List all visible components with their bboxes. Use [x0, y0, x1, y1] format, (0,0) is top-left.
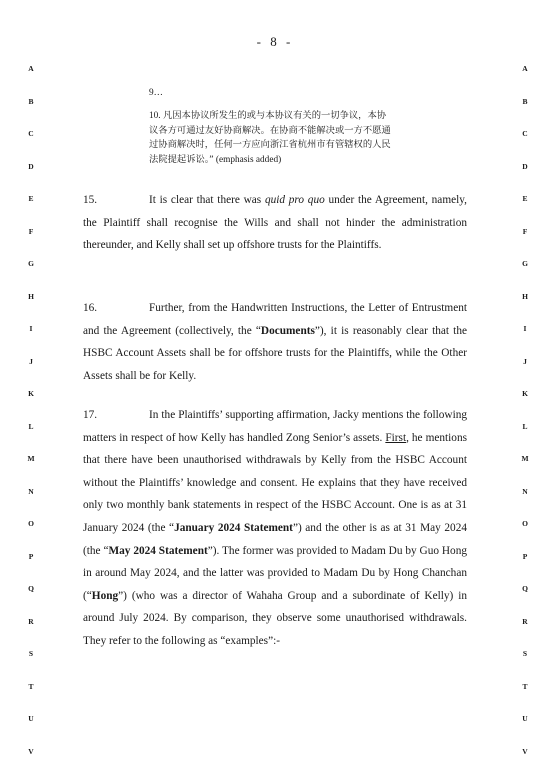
paragraph-text: It is clear that there was	[149, 194, 265, 206]
margin-letter: G	[522, 259, 528, 268]
margin-letter: I	[29, 324, 33, 333]
right-margin-letters	[517, 0, 533, 777]
margin-letter: T	[28, 681, 34, 691]
quote-item-9: 9…	[149, 88, 163, 98]
paragraph-text: Further, from the Handwritten Instructions, the Letter of Entrustment and the Agreement (collectively, the “	[83, 302, 467, 337]
emphasis-text: quid pro quo	[264, 194, 325, 206]
margin-letter: J	[29, 356, 33, 366]
margin-letter: B	[522, 96, 528, 106]
margin-letter: L	[28, 421, 34, 431]
margin-letter: R	[522, 616, 528, 626]
margin-letter: C	[28, 129, 34, 138]
paragraph-number: 16.	[83, 302, 98, 314]
margin-letter: I	[523, 324, 527, 333]
margin-letter: Q	[28, 584, 34, 593]
paragraph-text: ”). The former was provided to Madam Du by Guo Hong in around May 2024, and the latter was provided to Madam Du by Hong Chanchan (“	[83, 544, 468, 602]
margin-letter: U	[522, 714, 528, 723]
paragraph-15	[83, 189, 467, 257]
margin-letter: P	[522, 551, 528, 561]
margin-letter: O	[28, 519, 34, 528]
margin-letter: D	[28, 161, 34, 171]
margin-letter: R	[28, 616, 34, 626]
quoted-clause	[149, 86, 469, 167]
margin-letter: Q	[522, 584, 528, 593]
margin-letter: B	[28, 96, 34, 106]
margin-letter: K	[522, 389, 528, 398]
paragraph-number: 17.	[83, 409, 98, 421]
margin-letter: G	[28, 259, 34, 268]
margin-letter: T	[522, 681, 528, 691]
defined-term: May 2024 Statement	[108, 544, 208, 557]
margin-letter: N	[28, 486, 34, 496]
margin-letter: S	[28, 649, 34, 658]
margin-letter: K	[28, 389, 34, 398]
defined-term: Documents	[260, 324, 315, 337]
paragraph-text: In the Plaintiffs’ supporting affirmation, Jacky mentions the following matters in respect of how Kelly has handled Zong Senior’s assets.	[83, 409, 467, 444]
margin-letter: C	[522, 129, 528, 138]
margin-letter: S	[522, 649, 528, 658]
margin-letter: F	[522, 226, 528, 236]
margin-letter: E	[522, 194, 528, 203]
quote-line: 议各方可通过友好协商解决。在协商不能解决或一方不愿通	[149, 125, 391, 136]
margin-letter: H	[28, 291, 34, 301]
margin-letter: U	[28, 714, 34, 723]
margin-letter: O	[522, 519, 528, 528]
paragraph-text: under the Agreement, namely, the Plaintiff shall recognise the Wills and shall not hinder the administration thereunder, and Kelly shall set up offshore trusts for the Plaintiffs.	[83, 194, 468, 252]
paragraph-text: ”) and the other is as at 31 May 2024 (the “	[83, 521, 467, 557]
paragraph-16	[83, 297, 467, 387]
defined-term: Hong	[91, 589, 119, 602]
paragraph-number: 15.	[83, 194, 98, 206]
defined-term: January 2024 Statement	[174, 521, 293, 534]
quote-line: 法院提起诉讼。” (emphasis added)	[149, 154, 282, 165]
margin-letter: M	[27, 454, 35, 463]
margin-letter: N	[522, 486, 528, 496]
margin-letter: A	[28, 64, 34, 73]
margin-letter: J	[523, 356, 527, 366]
underlined-text: First	[385, 431, 407, 444]
margin-letter: H	[522, 291, 528, 301]
left-margin-letters	[23, 0, 39, 777]
margin-letter: D	[522, 161, 528, 171]
margin-letter: V	[28, 746, 34, 756]
quote-line: 10. 凡因本协议所发生的或与本协议有关的一切争议，本协	[149, 111, 387, 122]
quote-line: 过协商解决时，任何一方应向浙江省杭州市有管辖权的人民	[149, 140, 391, 151]
margin-letter: P	[28, 551, 34, 561]
paragraph-text: ”), it is reasonably clear that the HSBC Account Assets shall be for offshore trusts for the Plaintiffs, while the Other Assets shall be for Kelly.	[83, 324, 467, 382]
margin-letter: V	[522, 746, 528, 756]
paragraph-text: , he mentions that there have been unauthorised withdrawals by Kelly from the HSBC Account without the Plaintiffs’ knowledge and consent. He explains that they have received only two monthly bank statements in respect of the HSBC Account. One is as at 31 January 2024 (the “	[83, 431, 467, 534]
margin-letter: E	[28, 194, 34, 203]
page-number: - 8 -	[256, 34, 294, 49]
paragraph-text: ”) (who was a director of Wahaha Group and a subordinate of Kelly) in around July 2024. By comparison, they observe some unauthorised withdrawals. They refer to the following as “examples”:-	[83, 589, 467, 647]
margin-letter: F	[28, 226, 34, 236]
margin-letter: A	[522, 64, 528, 73]
paragraph-17	[83, 404, 467, 653]
margin-letter: L	[522, 421, 528, 431]
margin-letter: M	[521, 454, 529, 463]
